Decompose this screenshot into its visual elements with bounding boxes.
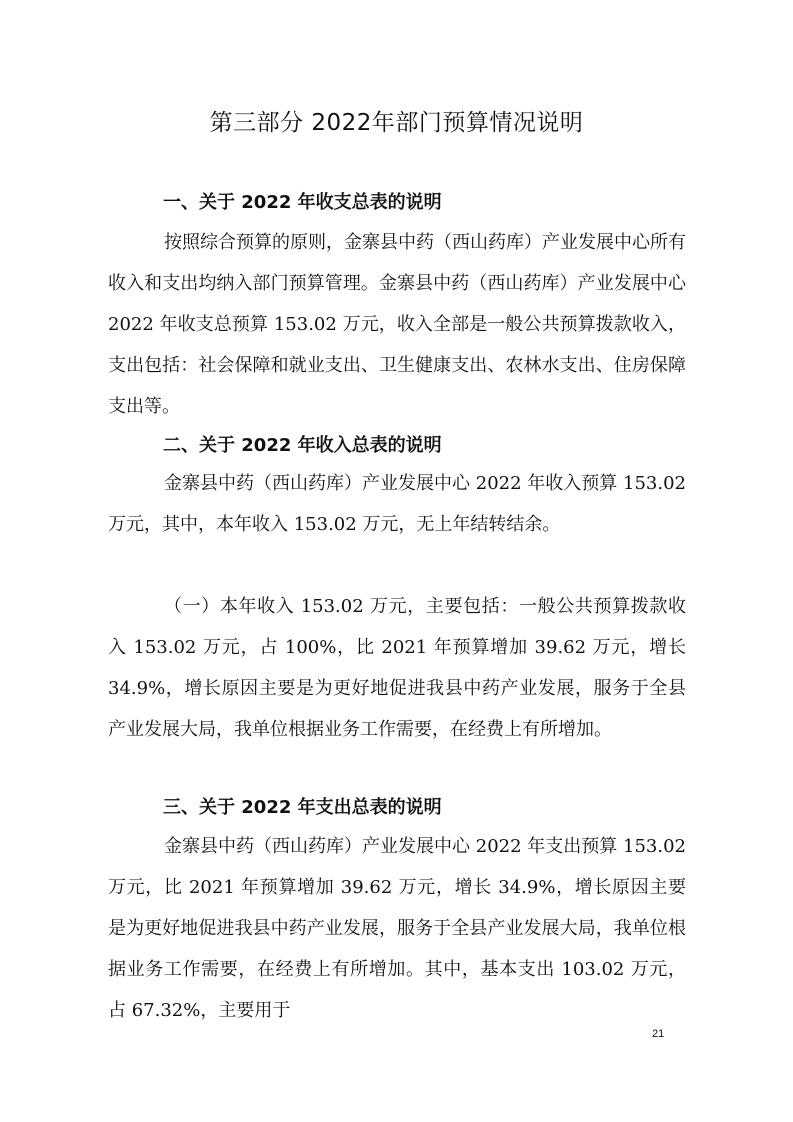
section-heading-2: 二、关于 2022 年收入总表的说明 bbox=[163, 435, 442, 456]
section-3-paragraph-1: 金寨县中药（西山药库）产业发展中心 2022 年支出预算 153.02 万元，比 2021 年预算增加 39.62 万元，增长 34.9%，增长原因主要是为更好地促进我县中药产业发展，服务于全县产业发展大局，我单位根据业务工作需要，在经费上有所增加。其中，基本支出 103.02 万元，占 67.32%，主要用于 bbox=[108, 836, 686, 1021]
page-number: 21 bbox=[652, 1028, 665, 1040]
section-2-paragraph-2: （一）本年收入 153.02 万元，主要包括：一般公共预算拨款收入 153.02 万元，占 100%，比 2021 年预算增加 39.62 万元，增长 34.9%，增长原因主要是为更好地促进我县中药产业发展，服务于全县产业发展大局，我单位根据业务工作需要，在经费上有所增加。 bbox=[108, 596, 686, 740]
section-heading-1: 一、关于 2022 年收支总表的说明 bbox=[163, 192, 442, 213]
section-heading-3: 三、关于 2022 年支出总表的说明 bbox=[163, 797, 442, 818]
section-2-paragraph-1: 金寨县中药（西山药库）产业发展中心 2022 年收入预算 153.02 万元，其中，本年收入 153.02 万元，无上年结转结余。 bbox=[108, 473, 686, 535]
page-title: 第三部分 2022年部门预算情况说明 bbox=[209, 110, 584, 136]
section-1-paragraph-1: 按照综合预算的原则，金寨县中药（西山药库）产业发展中心所有收入和支出均纳入部门预算管理。金寨县中药（西山药库）产业发展中心 2022 年收支总预算 153.02 万元，收入全部是一般公共预算拨款收入，支出包括：社会保障和就业支出、卫生健康支出、农林水支出、住房保障支出等。 bbox=[108, 232, 686, 417]
